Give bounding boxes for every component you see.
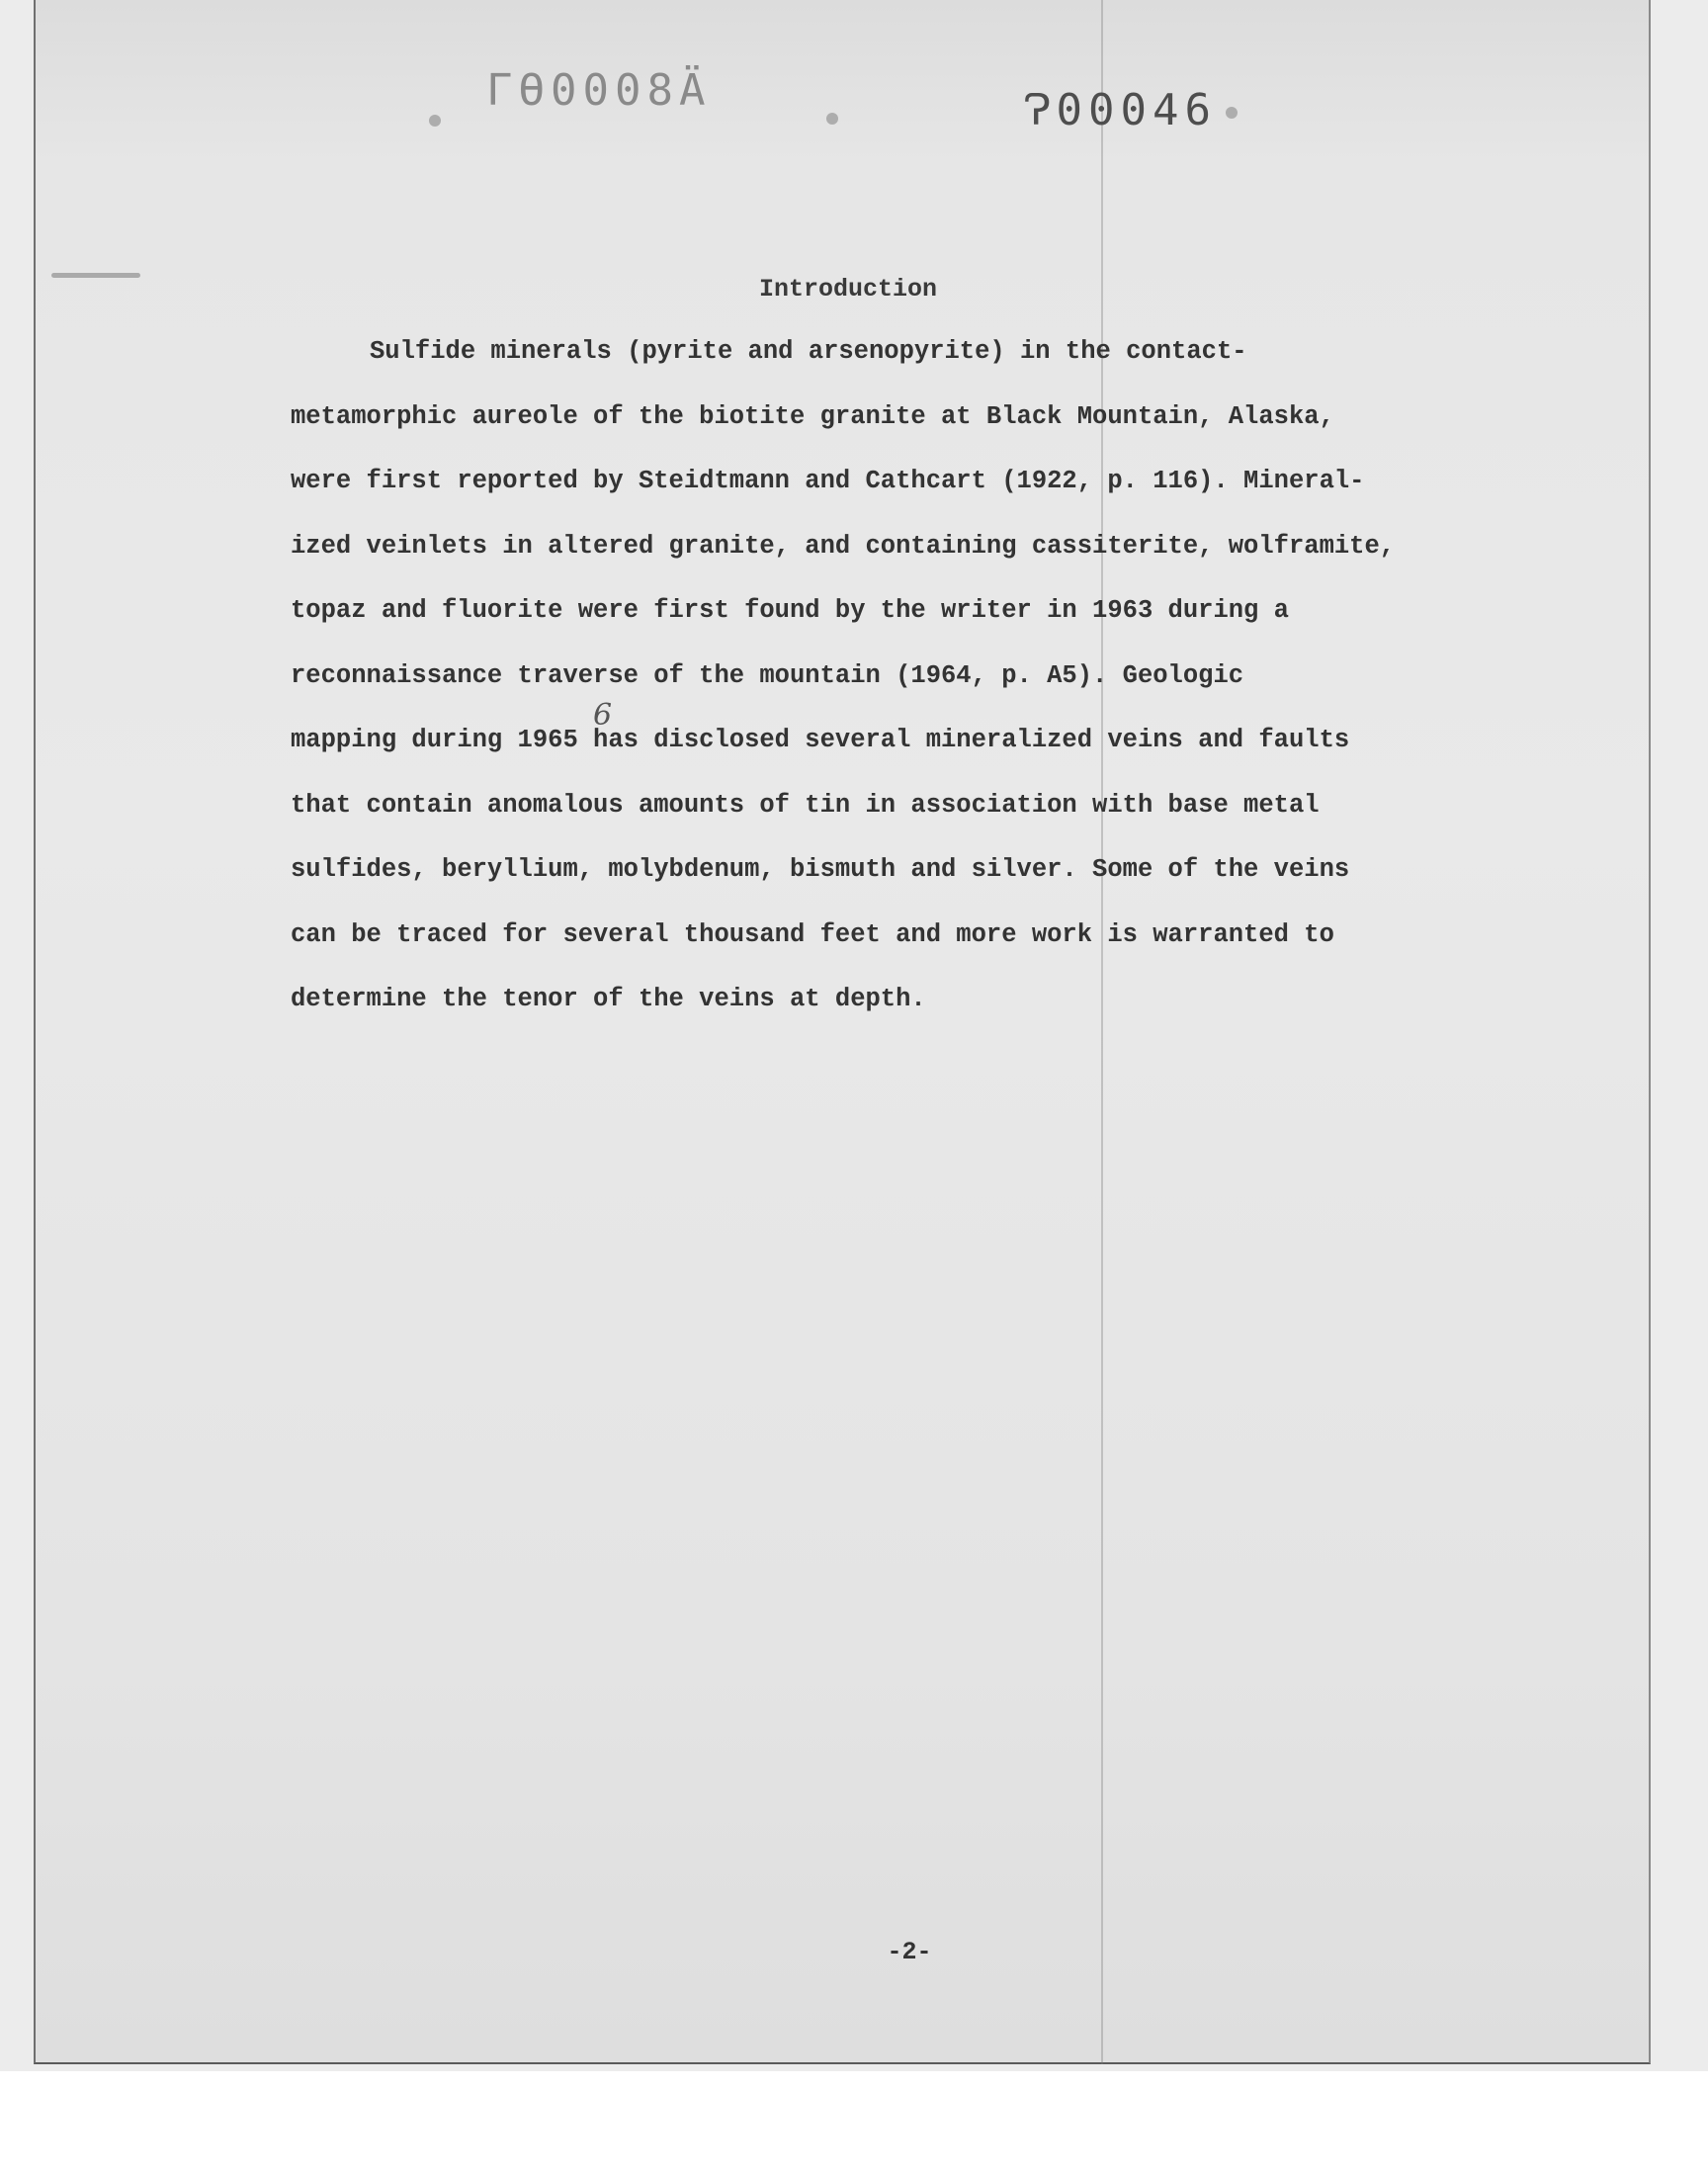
paragraph-line: that contain anomalous amounts of tin in association with base metal <box>291 790 1320 820</box>
paragraph-line: topaz and fluorite were first found by the writer in 1963 during a <box>291 596 1289 625</box>
page-number: -2- <box>887 1938 932 1966</box>
paragraph-line: ized veinlets in altered granite, and containing cassiterite, wolframite, <box>291 531 1396 561</box>
document-stamp-right: Ɂ00046 <box>1024 85 1217 135</box>
punch-hole-mark <box>1226 107 1238 119</box>
paragraph-line: reconnaissance traverse of the mountain (1964, p. A5). Geologic <box>291 660 1244 690</box>
document-page <box>34 0 1651 2064</box>
paragraph-line: determine the tenor of the veins at depth. <box>291 985 926 1013</box>
paragraph-line: can be traced for several thousand feet and more work is warranted to <box>291 919 1334 949</box>
paragraph-line: mapping during 1965 has disclosed several mineralized veins and faults <box>291 726 1350 754</box>
punch-hole-mark <box>826 113 838 125</box>
paragraph-line: sulfides, beryllium, molybdenum, bismuth and silver. Some of the veins <box>291 855 1350 884</box>
paragraph-line: were first reported by Steidtmann and Cathcart (1922, p. 116). Mineral- <box>291 467 1365 495</box>
handwritten-correction: 6 <box>593 698 613 733</box>
paragraph-line: Sulfide minerals (pyrite and arsenopyrite) in the contact- <box>370 337 1247 366</box>
document-stamp-left: ГӨ0008Ä <box>486 65 712 116</box>
section-heading: Introduction <box>758 275 938 304</box>
punch-hole-mark <box>429 115 441 127</box>
paragraph-line: metamorphic aureole of the biotite granite at Black Mountain, Alaska, <box>291 401 1334 431</box>
introduction-paragraph <box>291 332 1506 1045</box>
